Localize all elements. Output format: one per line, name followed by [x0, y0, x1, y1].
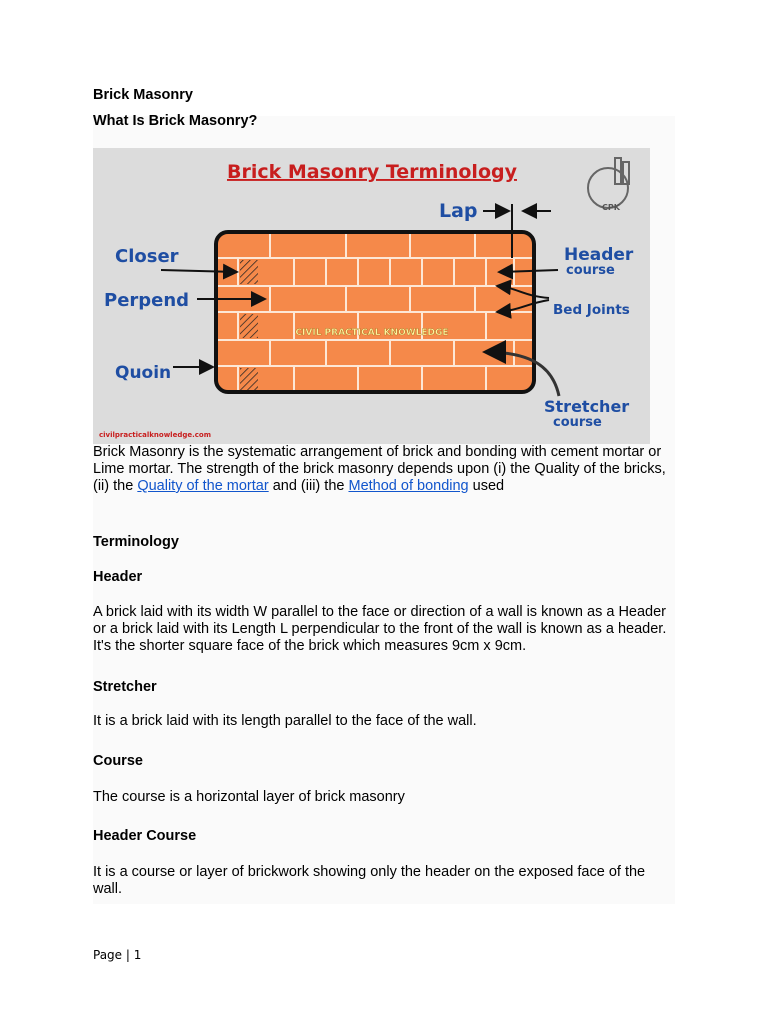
quality-of-mortar-link[interactable]: Quality of the mortar [137, 478, 269, 494]
document-title: Brick Masonry [93, 87, 193, 103]
figure-source: civilpracticalknowledge.com [99, 431, 212, 439]
label-header-course: course [566, 263, 615, 278]
header-course-paragraph: It is a course or layer of brickwork showing only the header on the exposed face of the wall. [93, 864, 646, 897]
intro-text-3: used [468, 478, 505, 494]
figure-heading: Brick Masonry Terminology [226, 161, 518, 183]
course-paragraph: The course is a horizontal layer of brick masonry [93, 789, 405, 805]
heading-terminology: Terminology [93, 534, 179, 550]
document-subtitle: What Is Brick Masonry? [93, 113, 258, 129]
heading-header: Header [93, 569, 143, 585]
stretcher-paragraph: It is a brick laid with its length parallel to the face of the wall. [93, 713, 477, 729]
watermark: CIVIL PRACTICAL KNOWLEDGE [295, 328, 449, 338]
heading-header-course: Header Course [93, 828, 197, 844]
label-perpend: Perpend [104, 290, 190, 311]
heading-course: Course [93, 753, 143, 769]
page-number: Page | 1 [93, 948, 142, 962]
label-bed-joints: Bed Joints [553, 302, 630, 318]
intro-paragraph [93, 444, 673, 495]
method-of-bonding-link[interactable]: Method of bonding [348, 478, 469, 494]
label-header: Header [564, 245, 634, 265]
cpk-logo-text: CPK [602, 203, 620, 212]
label-lap: Lap [439, 200, 478, 222]
intro-text-1: Brick Masonry is the systematic arrangement of brick and bonding with cement mortar or Lime mortar. The strength of the brick masonry depends upon (i) the Quality of the bricks, (ii) the [93, 444, 666, 494]
label-stretcher: Stretcher [544, 397, 630, 416]
brick-wall [216, 232, 534, 392]
heading-stretcher: Stretcher [93, 679, 157, 695]
brick-masonry-diagram [93, 148, 650, 444]
label-quoin: Quoin [115, 363, 172, 383]
label-closer: Closer [115, 246, 179, 267]
intro-text-2: and (iii) the [268, 478, 349, 494]
header-paragraph: A brick laid with its width W parallel to the face or direction of a wall is known as a Header or a brick laid with its Length L perpendicular to the front of the wall is known as a header. It's the shorter square face of the brick which measures 9cm x 9cm. [93, 604, 667, 654]
label-stretcher-course: course [553, 415, 602, 430]
